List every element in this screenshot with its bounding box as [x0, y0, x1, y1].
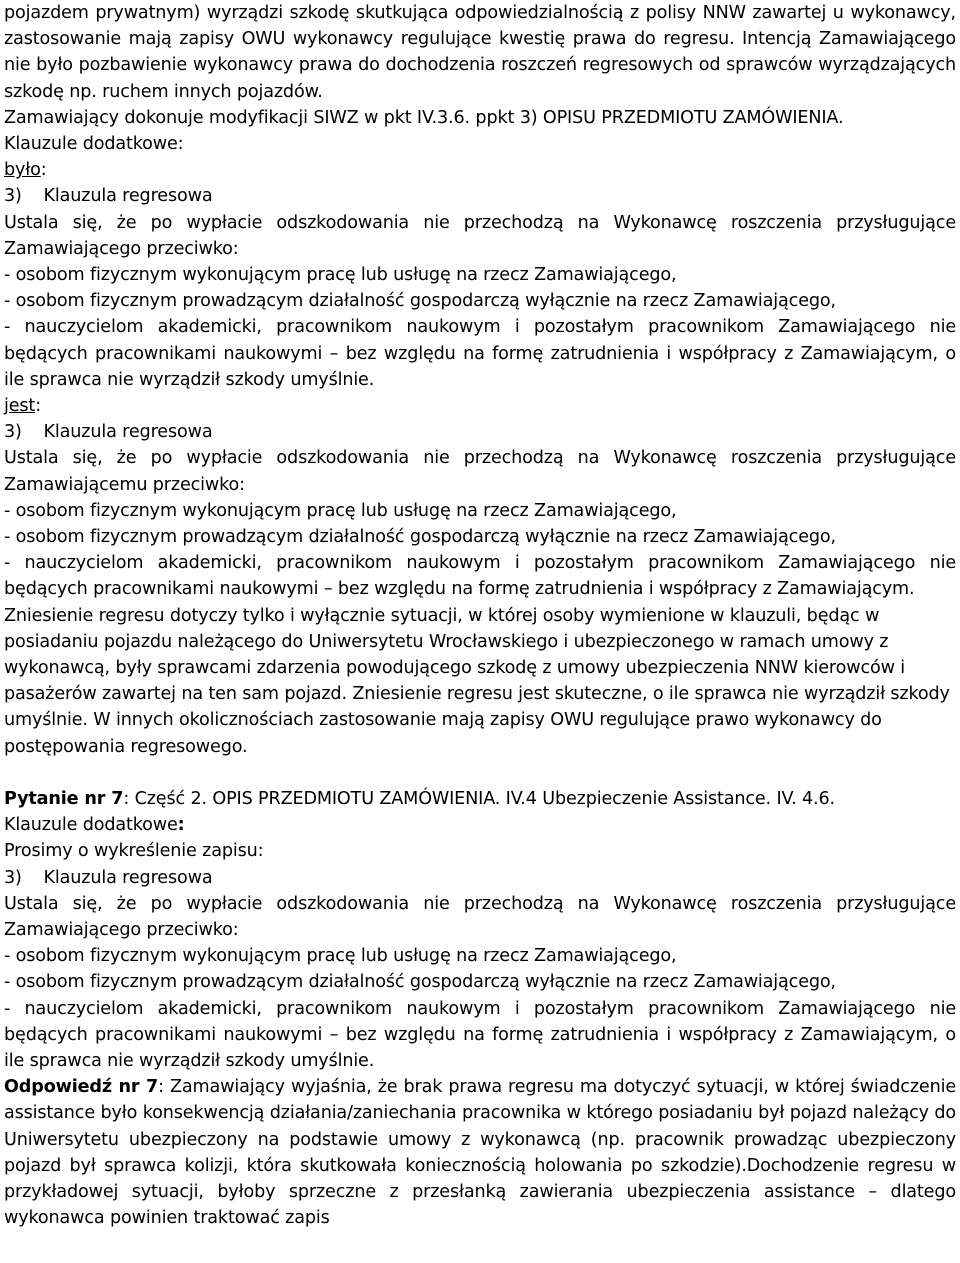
question-7-clause-item-3: - nauczycielom akademicki, pracownikom naukowym i pozostałym pracownikom Zamawiającego nie będących pracownikami naukowymi – bez względu na formę zatrudnienia i współpracy z Zamawiającym, o ile sprawca nie wyrządził szkody umyślnie.	[4, 998, 956, 1071]
clause-intro-jest: Ustala się, że po wypłacie odszkodowania nie przechodzą na Wykonawcę roszczenia przysługujące Zamawiającemu przeciwko:	[4, 448, 956, 495]
paragraph-regres-scope: Zniesienie regresu dotyczy tylko i wyłącznie sytuacji, w której osoby wymienione w klauzuli, będąc w posiadaniu pojazdu należącego do Uniwersytetu Wrocławskiego i ubezpieczonego w ramach umowy z wykonawcą, były sprawcami zdarzenia powodującego szkodę z umowy ubezpieczenia NNW kierowców i pasażerów zawartej na ten sam pojazd. Zniesienie regresu jest skuteczne, o ile sprawca nie wyrządził szkody umyślnie. W innych okolicznościach zastosowanie mają zapisy OWU regulujące prawo wykonawcy do postępowania regresowego.	[4, 605, 950, 757]
clause-item-jest-3: - nauczycielom akademicki, pracownikom naukowym i pozostałym pracownikom Zamawiającego nie będących pracownikami naukowymi – bez względu na formę zatrudnienia i współpracy z Zamawiającym.	[4, 553, 956, 600]
paragraph-regres-intent: pojazdem prywatnym) wyrządzi szkodę skutkująca odpowiedzialnością z polisy NNW zawartej u wykonawcy, zastosowanie mają zapisy OWU wykonawcy regulujące kwestię prawa do regresu. Intencją Zamawiającego nie było pozbawienie wykonawcy prawa do dochodzenia roszczeń regresowych od sprawców wyrządzających szkodę np. ruchem innych pojazdów.	[4, 3, 956, 102]
answer-7-text: : Zamawiający wyjaśnia, że brak prawa regresu ma dotyczyć sytuacji, w której świadczenie assistance było konsekwencją działania/zaniechania pracownika w którego posiadaniu był pojazd należący do Uniwersytetu ubezpieczony na podstawie umowy z wykonawcą (np. pracownik prowadząc ubezpieczony pojazd był sprawca kolizji, która skutkowała koniecznością holowania po szkodzie).Dochodzenie regresu w przykładowej sytuacji, byłoby sprzeczne z przesłanką zawierania ubezpieczenia assistance – dlatego wykonawca powinien traktować zapis	[4, 1077, 956, 1229]
clause-item-bylo-3: - nauczycielom akademicki, pracownikom naukowym i pozostałym pracownikom Zamawiającego nie będących pracownikami naukowymi – bez względu na formę zatrudnienia i współpracy z Zamawiającym, o ile sprawca nie wyrządził szkody umyślnie.	[4, 317, 956, 390]
question-7-clause-item-1: - osobom fizycznym wykonującym pracę lub usługę na rzecz Zamawiającego,	[4, 946, 677, 967]
label-bylo-text: było	[4, 160, 41, 181]
clause-item-bylo-2: - osobom fizycznym prowadzącym działalność gospodarczą wyłącznie na rzecz Zamawiającego,	[4, 291, 836, 312]
document-page	[4, 0, 956, 1231]
question-7-heading-text: Klauzule dodatkowe	[4, 815, 178, 836]
clause-item-jest-2: - osobom fizycznym prowadzącym działalność gospodarczą wyłącznie na rzecz Zamawiającego,	[4, 527, 836, 548]
clause-item-jest-1: - osobom fizycznym wykonującym pracę lub usługę na rzecz Zamawiającego,	[4, 500, 677, 521]
clause-title-jest: 3) Klauzula regresowa	[4, 422, 213, 443]
question-7-clause-intro: Ustala się, że po wypłacie odszkodowania nie przechodzą na Wykonawcę roszczenia przysługujące Zamawiającego przeciwko:	[4, 893, 956, 940]
heading-additional-clauses: Klauzule dodatkowe:	[4, 134, 184, 155]
label-jest-colon: :	[35, 396, 41, 417]
clause-item-bylo-1: - osobom fizycznym wykonującym pracę lub usługę na rzecz Zamawiającego,	[4, 265, 677, 286]
clause-title-bylo: 3) Klauzula regresowa	[4, 186, 213, 207]
question-7-label: Pytanie nr 7	[4, 788, 124, 809]
question-7-heading-colon: :	[177, 815, 185, 836]
spacer	[4, 760, 956, 786]
answer-7	[4, 1074, 956, 1231]
label-jest	[4, 393, 956, 419]
label-jest-text: jest	[4, 396, 36, 417]
question-7	[4, 786, 956, 812]
question-7-text: : Część 2. OPIS PRZEDMIOTU ZAMÓWIENIA. IV.4 Ubezpieczenie Assistance. IV. 4.6.	[123, 788, 835, 809]
answer-7-label: Odpowiedź nr 7	[4, 1077, 159, 1098]
question-7-heading	[4, 812, 956, 838]
label-bylo	[4, 157, 956, 183]
question-7-request: Prosimy o wykreślenie zapisu:	[4, 841, 264, 862]
clause-intro-bylo: Ustala się, że po wypłacie odszkodowania nie przechodzą na Wykonawcę roszczenia przysługujące Zamawiającego przeciwko:	[4, 212, 956, 259]
question-7-clause-title: 3) Klauzula regresowa	[4, 867, 213, 888]
paragraph-modification: Zamawiający dokonuje modyfikacji SIWZ w pkt IV.3.6. ppkt 3) OPISU PRZEDMIOTU ZAMÓWIENIA.	[4, 107, 844, 128]
question-7-clause-item-2: - osobom fizycznym prowadzącym działalność gospodarczą wyłącznie na rzecz Zamawiającego,	[4, 972, 836, 993]
label-bylo-colon: :	[40, 160, 47, 181]
